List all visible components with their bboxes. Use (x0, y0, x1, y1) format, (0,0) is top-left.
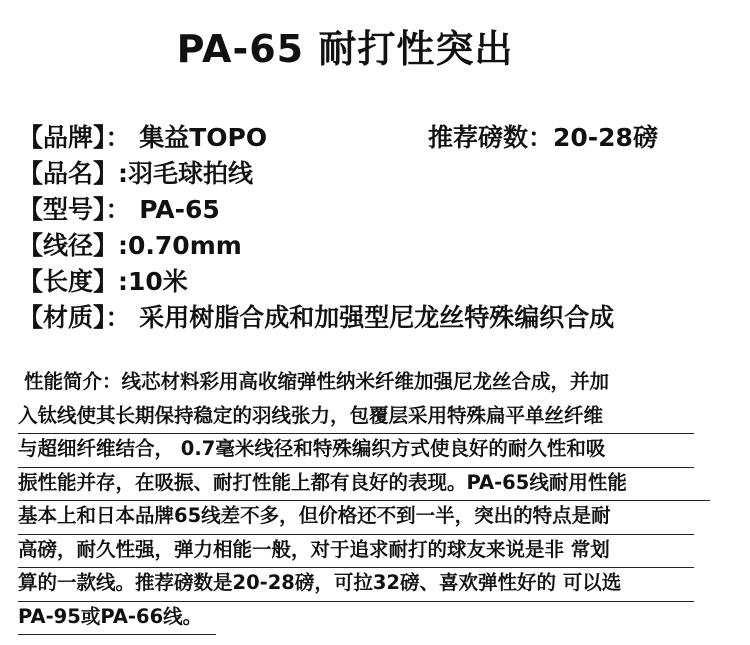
spec-list (18, 120, 738, 336)
description-line: 入钛线使其长期保持稳定的羽线张力，包覆层采用特殊扁平单丝纤维 (18, 401, 694, 435)
spec-value-gauge: :0.70mm (118, 231, 242, 260)
spec-value-brand: ： 集益TOPO (105, 123, 268, 152)
spec-value-length: :10米 (118, 267, 188, 296)
spec-value-material: ： 采用树脂合成和加强型尼龙丝特殊编织合成 (105, 303, 615, 332)
description-line: 振性能并存，在吸振、耐打性能上都有良好的表现。PA-65线耐用性能 (18, 468, 710, 502)
spec-value-model: ： PA-65 (105, 195, 220, 224)
description-line: 高磅，耐久性强，弹力相能一般，对于追求耐打的球友来说是非 常划 (18, 535, 694, 569)
description-line: 与超细纤维结合， 0.7毫米线径和特殊编织方式使良好的耐久性和吸 (18, 434, 694, 468)
spec-label-model: 【型号】 (18, 195, 106, 224)
performance-description (18, 367, 718, 635)
spec-row-brand (18, 120, 738, 156)
spec-value-product-name: :羽毛球拍线 (118, 159, 254, 188)
spec-label-gauge: 【线径】 (18, 231, 119, 260)
spec-label-length: 【长度】 (18, 267, 119, 296)
page-title: PA-65 耐打性突出 (176, 27, 514, 71)
spec-label-brand: 【品牌】 (18, 123, 106, 152)
spec-row-model (18, 192, 738, 228)
spec-row-length (18, 264, 738, 300)
description-line: 基本上和日本品牌65线差不多，但价格还不到一半，突出的特点是耐 (18, 501, 694, 535)
recommended-tension: 推荐磅数：20-28磅 (428, 123, 658, 152)
spec-label-product-name: 【品名】 (18, 159, 119, 188)
description-line: 算的一款线。推荐磅数是20-28磅，可拉32磅、喜欢弹性好的 可以选 (18, 568, 694, 602)
spec-row-material (18, 300, 738, 336)
description-line: 性能简介：线芯材料彩用高收缩弹性纳米纤维加强尼龙丝合成，并加 (24, 370, 610, 393)
spec-row-gauge (18, 228, 738, 264)
description-line: PA-95或PA-66线。 (18, 602, 216, 636)
spec-label-material: 【材质】 (18, 303, 106, 332)
spec-row-product-name (18, 156, 738, 192)
